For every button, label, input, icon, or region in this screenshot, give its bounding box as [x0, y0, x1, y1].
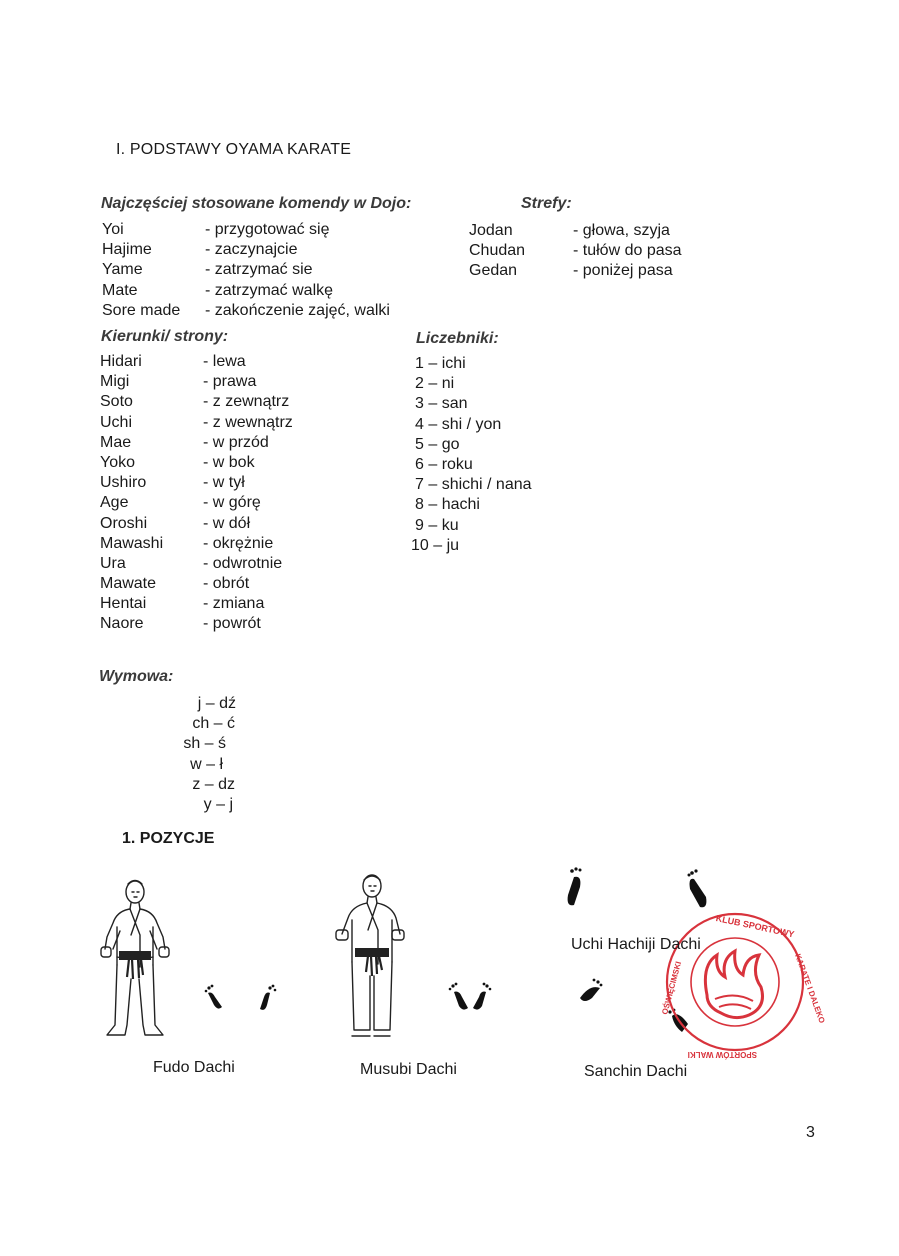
list-item: Mate	[102, 281, 138, 299]
commands-title: Najczęściej stosowane komendy w Dojo:	[101, 195, 412, 212]
zones-terms	[469, 221, 525, 282]
fudo-dachi-footprints	[200, 983, 285, 1013]
list-item: - w przód	[203, 433, 269, 451]
list-item: Jodan	[469, 222, 513, 239]
zones-title: Strefy:	[521, 195, 572, 212]
list-item: Mawate	[100, 575, 157, 593]
commands-terms	[102, 220, 180, 321]
list-item: - poniżej pasa	[573, 262, 673, 280]
list-item: - powrót	[203, 615, 261, 633]
commands-meanings	[205, 220, 390, 321]
musubi-dachi-footprints	[440, 980, 500, 1015]
stamp-text-top: KLUB SPORTOWY	[715, 913, 796, 940]
caption-sanchin-dachi: Sanchin Dachi	[584, 1063, 688, 1080]
list-item: - zaczynajcie	[205, 241, 298, 259]
list-item: - z wewnątrz	[203, 413, 293, 431]
list-item: Mawashi	[100, 534, 164, 552]
list-item: Oroshi	[100, 514, 148, 532]
stamp-text-bottom: SPORTÓW WALKI	[687, 1050, 757, 1059]
list-item: - zakończenie zajęć, walki	[205, 301, 390, 319]
stamp-text-left: OŚWIĘCIMSKI	[660, 960, 684, 1016]
list-item: - zatrzymać walkę	[205, 281, 334, 299]
directions-title: Kierunki/ strony:	[101, 328, 229, 345]
list-item: w – ł	[190, 755, 223, 773]
list-item: - okrężnie	[203, 534, 274, 552]
list-item: Chudan	[469, 242, 526, 260]
list-item: z – dz	[192, 775, 235, 793]
list-item: - tułów do pasa	[573, 242, 682, 260]
caption-uchi-hachiji-dachi: Uchi Hachiji Dachi	[571, 936, 701, 953]
list-item: 8 – hachi	[415, 496, 480, 514]
directions-meanings	[203, 352, 293, 635]
list-item: - odwrotnie	[203, 554, 283, 572]
list-item: - zmiana	[203, 595, 265, 613]
list-item: Yame	[102, 261, 143, 279]
list-item: - w górę	[203, 494, 261, 512]
list-item: - głowa, szyja	[573, 222, 670, 239]
stamp-text-right: KARATE I DALEKO	[793, 952, 827, 1025]
list-item: y – j	[203, 795, 233, 813]
fudo-dachi-figure	[95, 875, 175, 1040]
list-item: 1 – ichi	[415, 355, 466, 372]
list-item: - w tył	[203, 474, 245, 492]
list-item: Mae	[100, 433, 132, 451]
list-item: - w dół	[203, 514, 251, 532]
list-item: Soto	[100, 393, 133, 411]
list-item: 7 – shichi / nana	[415, 476, 532, 494]
list-item: - zatrzymać sie	[205, 261, 313, 279]
list-item: Migi	[100, 373, 130, 391]
list-item: Uchi	[100, 413, 133, 431]
caption-musubi-dachi: Musubi Dachi	[360, 1061, 457, 1078]
list-item: Sore made	[102, 301, 181, 319]
list-item: ch – ć	[192, 715, 235, 733]
list-item: 10 – ju	[411, 536, 460, 554]
list-item: 2 – ni	[415, 375, 455, 393]
numerals-list	[411, 354, 532, 556]
list-item: j – dź	[197, 695, 236, 712]
list-item: 9 – ku	[415, 516, 459, 534]
zones-meanings	[573, 221, 682, 282]
pronunciation-list	[160, 694, 240, 815]
page-number: 3	[806, 1124, 815, 1141]
list-item: Yoi	[102, 221, 124, 238]
numerals-title: Liczebniki:	[416, 330, 499, 347]
list-item: sh – ś	[183, 735, 226, 753]
club-stamp	[655, 895, 827, 1070]
list-item: Ura	[100, 554, 126, 572]
list-item: 3 – san	[415, 395, 468, 413]
list-item: Hidari	[100, 353, 142, 370]
directions-terms	[100, 352, 163, 635]
caption-fudo-dachi: Fudo Dachi	[153, 1059, 235, 1076]
list-item: - w bok	[203, 453, 255, 471]
pronunciation-title: Wymowa:	[99, 668, 174, 685]
list-item: Age	[100, 494, 129, 512]
list-item: Hentai	[100, 595, 147, 613]
list-item: Yoko	[100, 453, 135, 471]
page-heading: I. PODSTAWY OYAMA KARATE	[116, 141, 352, 158]
list-item: Naore	[100, 615, 144, 633]
list-item: Gedan	[469, 262, 518, 280]
list-item: - prawa	[203, 373, 257, 391]
list-item: Ushiro	[100, 474, 147, 492]
list-item: - obrót	[203, 575, 250, 593]
list-item: - z zewnątrz	[203, 393, 290, 411]
list-item: 4 – shi / yon	[415, 415, 502, 433]
list-item: - przygotować się	[205, 221, 330, 238]
list-item: 6 – roku	[415, 455, 473, 473]
section-positions-title: 1. POZYCJE	[122, 830, 215, 847]
musubi-dachi-figure	[330, 872, 410, 1042]
list-item: Hajime	[102, 241, 152, 259]
list-item: 5 – go	[415, 435, 460, 453]
list-item: - lewa	[203, 353, 246, 370]
